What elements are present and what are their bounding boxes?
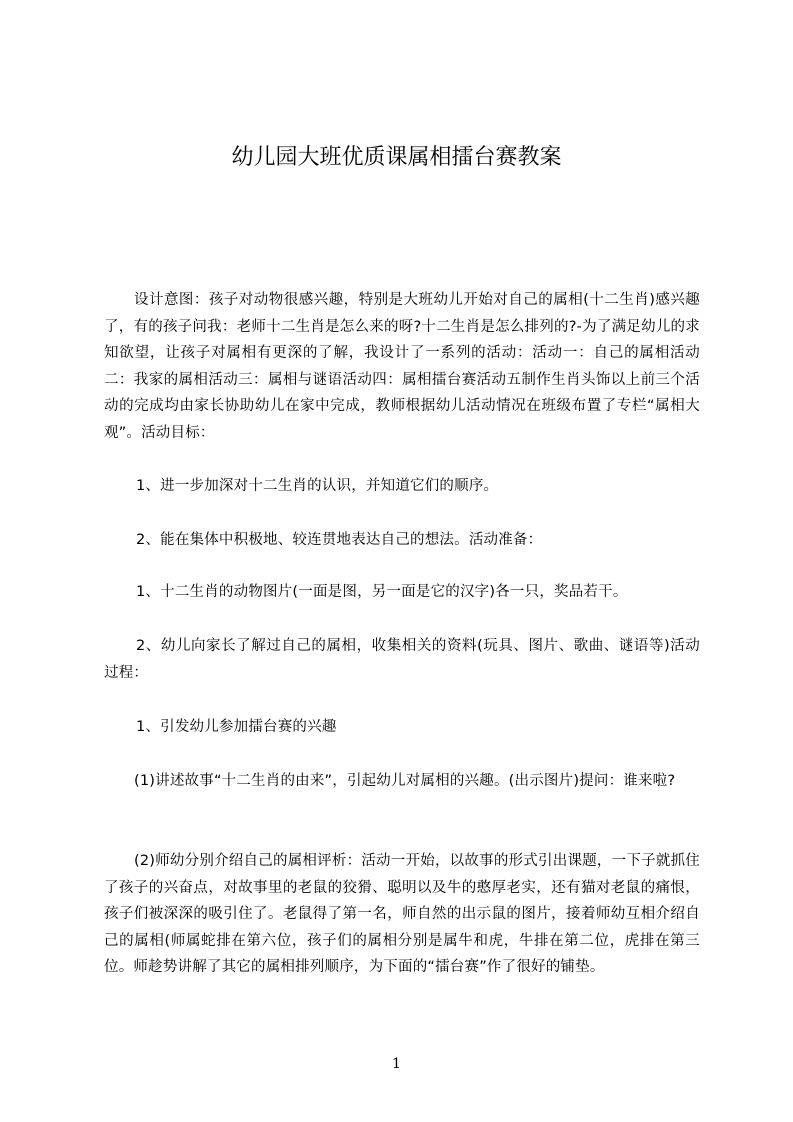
paragraph-story: (1)讲述故事“十二生肖的由来”，引起幼儿对属相的兴趣。(出示图片)提问：谁来啦?	[134, 773, 676, 789]
paragraph-prep-2: 2、幼儿向家长了解过自己的属相，收集相关的资料(玩具、图片、歌曲、谜语等)活动过程：	[104, 638, 700, 681]
paragraph-process-1: 1、引发幼儿参加擂台赛的兴趣	[136, 719, 337, 735]
page-number: 1	[392, 1056, 401, 1072]
paragraph-introduce: (2)师幼分别介绍自己的属相评析：活动一开始，以故事的形式引出课题，一下子就抓住了孩子的兴奋点，对故事里的老鼠的狡猾、聪明以及牛的憨厚老实，还有猫对老鼠的痛恨，孩子们被深深的吸引住了。老鼠得了第一名，师自然的出示鼠的图片，接着师幼互相介绍自己的属相(师属蛇排在第六位，孩子们的属相分别是属牛和虎，牛排在第二位，虎排在第三位。师趁势讲解了其它的属相排列顺序，为下面的“擂台赛”作了很好的铺垫。	[104, 853, 700, 975]
document-title: 幼儿园大班优质课属相擂台赛教案	[231, 145, 562, 170]
paragraph-goal-2: 2、能在集体中积极地、较连贯地表达自己的想法。活动准备：	[136, 532, 543, 548]
paragraph-design-intent: 设计意图：孩子对动物很感兴趣，特别是大班幼儿开始对自己的属相(十二生肖)感兴趣了，有的孩子问我：老师十二生肖是怎么来的呀?十二生肖是怎么排列的?-为了满足幼儿的求知欲望，让孩子对属相有更深的了解，我设计了一系列的活动：活动一：自己的属相活动二：我家的属相活动三：属相与谜语活动四：属相擂台赛活动五制作生肖头饰以上前三个活动的完成均由家长协助幼儿在家中完成，教师根据幼儿活动情况在班级布置了专栏“属相大观”。活动目标：	[104, 292, 700, 441]
paragraph-prep-1: 1、十二生肖的动物图片(一面是图，另一面是它的汉字)各一只，奖品若干。	[136, 584, 628, 600]
paragraph-goal-1: 1、进一步加深对十二生肖的认识，并知道它们的顺序。	[136, 478, 499, 494]
